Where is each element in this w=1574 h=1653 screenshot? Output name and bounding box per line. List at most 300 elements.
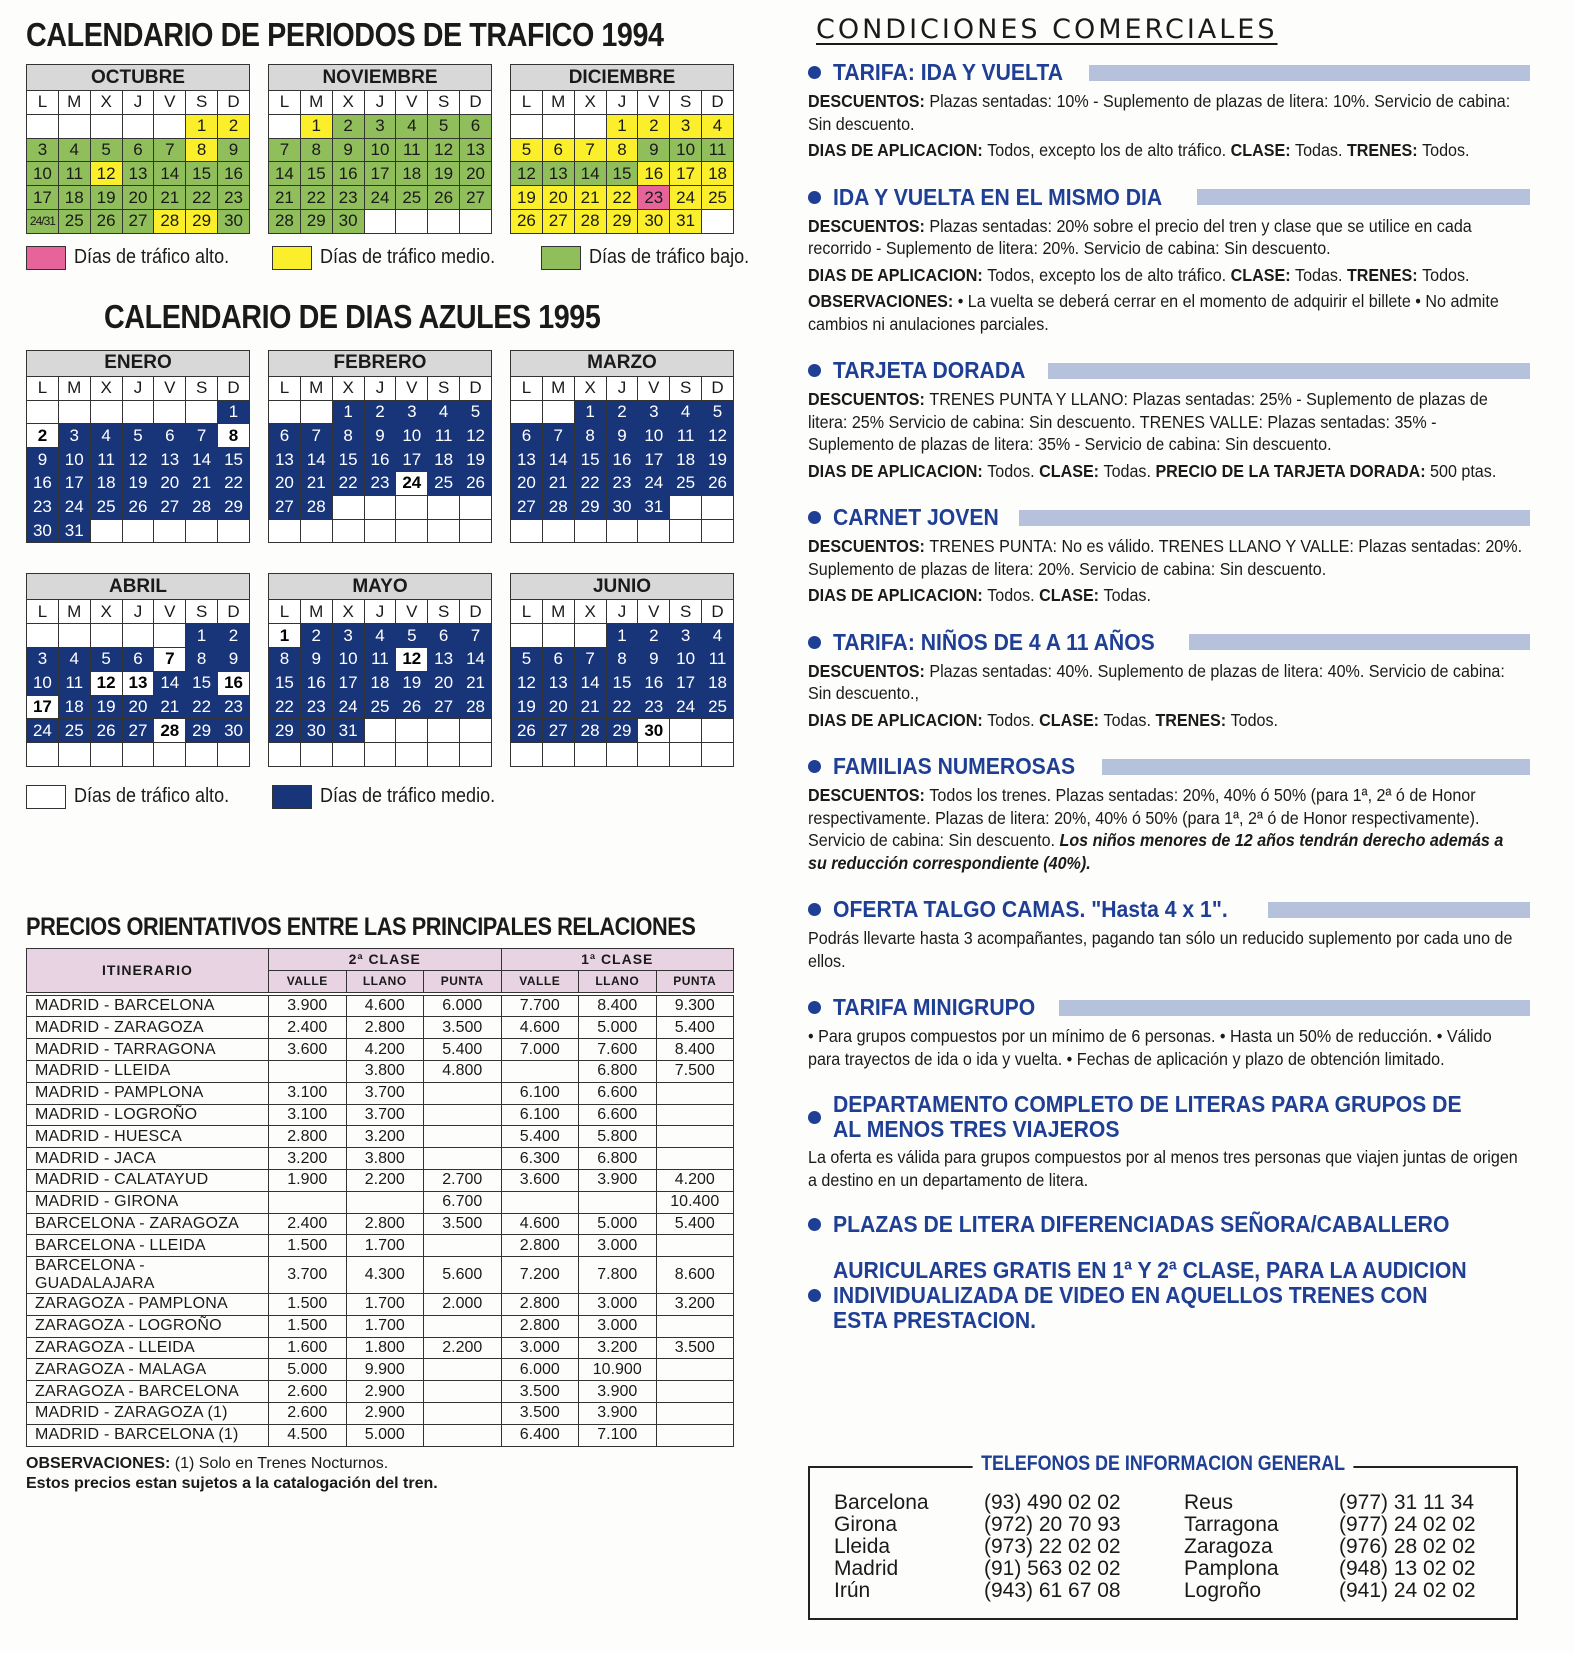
day-cell: 11 [702,138,734,162]
label-bold: DESCUENTOS: [808,536,930,556]
day-cell: 27 [154,495,186,519]
itinerary-cell: MADRID - ZARAGOZA (1) [27,1403,269,1425]
day-cell: 22 [300,186,332,210]
day-cell: 24 [670,186,702,210]
weekday-label: L [27,600,59,624]
price-cell [424,1104,502,1126]
day-cell: 13 [122,162,154,186]
day-cell: 2 [364,400,396,424]
city-name: Reus [1184,1491,1234,1514]
city-name: Lleida [834,1535,891,1558]
day-cell: 28 [574,719,606,743]
section-paragraph [808,139,1525,162]
price-cell [424,1359,502,1381]
section-bar [1197,189,1530,205]
day-cell: 24 [638,471,670,495]
itinerary-cell: MADRID - LOGROÑO [27,1104,269,1126]
day-cell: 28 [300,495,332,519]
price-cell: 4.200 [656,1169,734,1191]
table-row [27,1017,734,1039]
day-cell: 14 [269,162,301,186]
day-cell: 14 [186,448,218,472]
itinerary-cell: BARCELONA - ZARAGOZA [27,1213,269,1235]
day-cell: 27 [428,695,460,719]
day-cell: 10 [332,647,364,671]
legend-label: Días de tráfico medio. [320,246,496,269]
price-cell: 6.600 [579,1082,657,1104]
empty-cell [670,495,702,519]
section-paragraph [808,535,1525,580]
empty-cell [122,624,154,648]
day-cell: 3 [364,114,396,138]
day-cell: 5 [511,647,543,671]
price-cell [269,1191,347,1213]
empty-cell [58,400,90,424]
section-bar [1102,759,1530,775]
day-cell: 16 [638,162,670,186]
weekday-label: M [58,376,90,400]
day-cell: 4 [702,624,734,648]
day-cell: 9 [27,448,59,472]
day-cell: 28 [186,495,218,519]
condition-section [808,504,1530,607]
table-row [27,1403,734,1425]
day-cell: 5 [428,114,460,138]
label-bold: DIAS DE APLICACION: [808,264,988,285]
weekday-label: L [27,376,59,400]
text: Plazas sentadas: 10% - Suplemento de plazas de litera: 10%. Servicio de cabina: Sin descuento. [808,91,1511,134]
section-bar [1189,634,1530,650]
section-title-text: OFERTA TALGO CAMAS. "Hasta 4 x 1". [833,896,1228,922]
day-cell: 2 [218,624,250,648]
day-cell: 20 [542,695,574,719]
price-subheader: LLANO [346,970,424,992]
day-cell: 15 [300,162,332,186]
legend-swatch [272,785,312,809]
price-cell: 4.500 [269,1424,347,1446]
empty-cell [58,743,90,767]
price-cell: 3.900 [579,1403,657,1425]
weekday-label: X [574,376,606,400]
legend-label: Días de tráfico medio. [320,785,496,808]
empty-cell [638,743,670,767]
empty-cell [27,114,59,138]
price-cell: 2.600 [269,1381,347,1403]
day-cell: 17 [58,471,90,495]
table-row [27,1359,734,1381]
text: Plazas sentadas: 40%. Suplemento de plazas de litera: 40%. Servicio de cabina: Sin descuento., [808,660,1505,703]
day-cell: 18 [364,671,396,695]
right-column [808,14,1530,1602]
day-cell: 7 [460,624,492,648]
section-paragraph [808,215,1525,260]
label-bold: DIAS DE APLICACION: [808,460,988,481]
day-cell: 10 [670,138,702,162]
city-name: Zaragoza [1184,1535,1273,1558]
phones-grid [834,1492,1498,1602]
day-cell: 7 [269,138,301,162]
price-cell [346,1191,424,1213]
day-cell: 25 [702,186,734,210]
price-cell [656,1381,734,1403]
day-cell: 29 [300,209,332,233]
price-cell: 1.500 [269,1294,347,1316]
label-bold: TRENES: [1155,709,1231,730]
price-cell: 6.000 [501,1359,579,1381]
label-bold: DIAS DE APLICACION: [808,709,988,730]
day-cell: 23 [27,495,59,519]
section-paragraph [808,388,1525,456]
legend-item [26,246,246,270]
phone-number: (972) 20 70 93 [984,1513,1121,1536]
empty-cell [702,743,734,767]
section-paragraph [808,660,1525,705]
price-cell [424,1403,502,1425]
section-title-text: AURICULARES GRATIS EN 1ª Y 2ª CLASE, PARA LA AUDICION INDIVIDUALIZADA DE VIDEO EN AQUELLOS TRENES CON ESTA PRESTACION. [833,1257,1467,1333]
section-title [808,59,1530,86]
empty-cell [364,519,396,543]
itinerary-cell: ZARAGOZA - LLEIDA [27,1337,269,1359]
day-cell: 20 [428,671,460,695]
day-cell: 14 [300,448,332,472]
price-cell: 2.200 [424,1337,502,1359]
price-subheader: PUNTA [656,970,734,992]
day-cell: 24 [332,695,364,719]
empty-cell [269,519,301,543]
section-paragraph [808,584,1525,607]
empty-cell [396,719,428,743]
day-cell: 16 [218,162,250,186]
day-cell: 18 [702,671,734,695]
day-cell: 13 [542,162,574,186]
section-title-text: IDA Y VUELTA EN EL MISMO DIA [833,183,1163,210]
day-cell: 2 [300,624,332,648]
day-cell: 13 [154,448,186,472]
price-cell: 3.200 [269,1148,347,1170]
day-cell: 31 [58,519,90,543]
section-bar [1059,1000,1530,1016]
price-cell: 3.500 [656,1337,734,1359]
class2-header: 2ª CLASE [269,948,502,970]
day-cell: 8 [186,647,218,671]
calendar-mayo [268,573,492,767]
weekday-label: V [154,91,186,115]
day-cell: 30 [332,209,364,233]
price-cell: 8.400 [656,1039,734,1061]
price-cell: 2.800 [501,1315,579,1337]
empty-cell [154,519,186,543]
price-cell: 3.100 [269,1104,347,1126]
price-cell: 2.600 [269,1403,347,1425]
price-cell: 3.200 [656,1294,734,1316]
day-cell: 16 [364,448,396,472]
empty-cell [428,743,460,767]
itinerary-cell: MADRID - BARCELONA [27,995,269,1017]
day-cell: 2 [332,114,364,138]
price-cell: 6.800 [579,1148,657,1170]
empty-cell [428,495,460,519]
weekday-label: L [269,91,301,115]
day-cell: 27 [122,209,154,233]
phone-number: (977) 31 11 34 [1339,1491,1475,1514]
weekday-label: V [638,376,670,400]
day-cell: 3 [27,138,59,162]
weekday-label: J [122,600,154,624]
empty-cell [396,743,428,767]
day-cell: 25 [364,695,396,719]
text: • La vuelta se deberá cerrar en el momento de adquirir el billete • No admite cambios ni anulaciones parciales. [808,291,1499,334]
day-cell: 13 [511,448,543,472]
section-bar [1089,65,1530,81]
prices-section [26,913,746,1493]
section-paragraph [808,290,1525,335]
day-cell: 7 [574,647,606,671]
day-cell: 29 [606,719,638,743]
day-cell: 19 [460,448,492,472]
day-cell: 30 [606,495,638,519]
price-cell: 5.400 [656,1017,734,1039]
weekday-label: M [58,600,90,624]
price-cell [656,1315,734,1337]
price-subheader: VALLE [501,970,579,992]
day-cell: 23 [606,471,638,495]
day-cell: 15 [574,448,606,472]
section-paragraph [808,460,1525,483]
weekday-label: D [702,600,734,624]
obs-label: OBSERVACIONES: [26,1454,171,1472]
price-cell: 2.800 [269,1126,347,1148]
day-cell: 12 [122,448,154,472]
label-bold: DESCUENTOS: [808,785,930,805]
day-cell: 26 [90,209,122,233]
phone-number: (977) 24 02 02 [1339,1513,1476,1536]
city-name: Barcelona [834,1491,929,1514]
empty-cell [364,209,396,233]
bullet-icon [808,511,821,524]
calendar-diciembre [510,64,734,234]
day-cell: 25 [396,186,428,210]
section-title [808,753,1530,780]
traffic-calendar-title: CALENDARIO DE PERIODOS DE TRAFICO 1994 [26,16,664,53]
text: Todos. [1230,709,1279,730]
price-cell [424,1148,502,1170]
weekday-label: L [269,376,301,400]
legend-swatch [272,246,312,270]
weekday-label: J [122,91,154,115]
weekday-label: D [460,600,492,624]
day-cell: 4 [364,624,396,648]
section-title [808,896,1530,923]
price-cell: 3.500 [501,1381,579,1403]
day-cell: 9 [218,647,250,671]
day-cell: 17 [396,448,428,472]
price-cell: 1.500 [269,1235,347,1257]
price-cell: 10.900 [579,1359,657,1381]
section-paragraph [808,90,1525,135]
empty-cell [186,743,218,767]
city-name: Girona [834,1513,898,1536]
table-row [27,1235,734,1257]
day-cell: 25 [58,719,90,743]
day-cell: 28 [154,719,186,743]
bullet-icon [808,66,821,79]
price-cell: 8.400 [579,995,657,1017]
day-cell: 10 [27,671,59,695]
itinerary-cell: MADRID - TARRAGONA [27,1039,269,1061]
empty-cell [702,209,734,233]
day-cell: 9 [332,138,364,162]
day-cell: 10 [58,448,90,472]
empty-cell [186,519,218,543]
day-cell: 1 [300,114,332,138]
itinerary-cell: MADRID - LLEIDA [27,1060,269,1082]
day-cell: 1 [332,400,364,424]
day-cell: 26 [396,695,428,719]
obs-text: (1) Solo en Trenes Nocturnos. [174,1454,389,1472]
price-cell: 2.900 [346,1403,424,1425]
price-cell: 3.000 [579,1315,657,1337]
day-cell: 12 [90,162,122,186]
section-bar [1048,363,1530,379]
weekday-label: L [27,91,59,115]
day-cell: 6 [511,424,543,448]
bullet-icon [808,364,821,377]
section-title [808,629,1530,656]
price-subheader: LLANO [579,970,657,992]
empty-cell [460,743,492,767]
day-cell: 29 [186,719,218,743]
price-cell [424,1235,502,1257]
price-cell: 3.000 [579,1235,657,1257]
day-cell: 10 [638,424,670,448]
price-cell: 7.800 [579,1257,657,1294]
day-cell: 3 [670,114,702,138]
weekday-label: M [300,600,332,624]
empty-cell [460,495,492,519]
day-cell: 14 [574,162,606,186]
text: Todas. [1295,140,1347,160]
empty-cell [542,114,574,138]
empty-cell [460,209,492,233]
day-cell: 15 [269,671,301,695]
legend-item [272,785,515,809]
day-cell: 21 [269,186,301,210]
day-cell: 24 [670,695,702,719]
day-cell: 6 [122,138,154,162]
price-cell: 4.600 [346,995,424,1017]
empty-cell [90,519,122,543]
weekday-label: J [364,376,396,400]
text: Podrás llevarte hasta 3 acompañantes, pagando tan sólo un reducido suplemento por cada uno de ellos. [808,928,1513,971]
day-cell: 19 [511,186,543,210]
price-cell: 2.400 [269,1017,347,1039]
day-cell: 24 [27,719,59,743]
day-cell: 21 [154,695,186,719]
weekday-label: J [606,600,638,624]
bullet-icon [808,903,821,916]
empty-cell [702,519,734,543]
price-subheader: VALLE [269,970,347,992]
weekday-label: S [670,600,702,624]
day-cell: 23 [218,695,250,719]
table-row [27,1060,734,1082]
price-subheader: PUNTA [424,970,502,992]
price-cell: 5.400 [656,1213,734,1235]
day-cell: 21 [574,695,606,719]
price-cell: 7.700 [501,995,579,1017]
itinerary-cell: ZARAGOZA - MALAGA [27,1359,269,1381]
day-cell: 26 [90,719,122,743]
day-cell: 1 [269,624,301,648]
day-cell: 5 [122,424,154,448]
day-cell: 12 [702,424,734,448]
day-cell: 1 [606,114,638,138]
itinerary-cell: BARCELONA - GUADALAJARA [27,1257,269,1294]
day-cell: 17 [670,671,702,695]
day-cell: 9 [218,138,250,162]
price-cell: 3.200 [579,1337,657,1359]
weekday-label: X [574,600,606,624]
day-cell: 29 [186,209,218,233]
day-cell: 17 [27,695,59,719]
day-cell: 23 [638,186,670,210]
day-cell: 22 [606,695,638,719]
price-cell: 6.100 [501,1082,579,1104]
section-title-text: PLAZAS DE LITERA DIFERENCIADAS SEÑORA/CABALLERO [833,1211,1450,1237]
legend-swatch [26,785,66,809]
price-cell: 3.600 [269,1039,347,1061]
empty-cell [511,400,543,424]
day-cell: 19 [396,671,428,695]
weekday-label: X [574,91,606,115]
day-cell: 23 [332,186,364,210]
condition-section [808,896,1530,972]
day-cell: 19 [511,695,543,719]
empty-cell [574,114,606,138]
text: Todos. [1422,264,1470,285]
legend-label: Días de tráfico bajo. [588,246,749,269]
weekday-label: V [154,600,186,624]
day-cell: 30 [638,719,670,743]
empty-cell [269,743,301,767]
itinerary-cell: ZARAGOZA - PAMPLONA [27,1294,269,1316]
itinerary-cell: MADRID - BARCELONA (1) [27,1424,269,1446]
day-cell: 7 [186,424,218,448]
weekday-label: V [638,600,670,624]
day-cell: 14 [154,671,186,695]
weekday-label: D [702,376,734,400]
day-cell: 3 [396,400,428,424]
price-cell [656,1359,734,1381]
day-cell: 13 [428,647,460,671]
day-cell: 11 [670,424,702,448]
empty-cell [300,519,332,543]
day-cell: 29 [218,495,250,519]
price-cell: 3.500 [424,1017,502,1039]
empty-cell [122,743,154,767]
blue-calendars-row-1 [26,350,746,544]
day-cell: 13 [542,671,574,695]
day-cell: 18 [670,448,702,472]
day-cell: 5 [511,138,543,162]
empty-cell [332,743,364,767]
day-cell: 17 [638,448,670,472]
label-bold: CLASE: [1039,585,1104,605]
empty-cell [542,624,574,648]
day-cell: 2 [638,114,670,138]
price-cell: 3.000 [579,1294,657,1316]
day-cell: 20 [269,471,301,495]
